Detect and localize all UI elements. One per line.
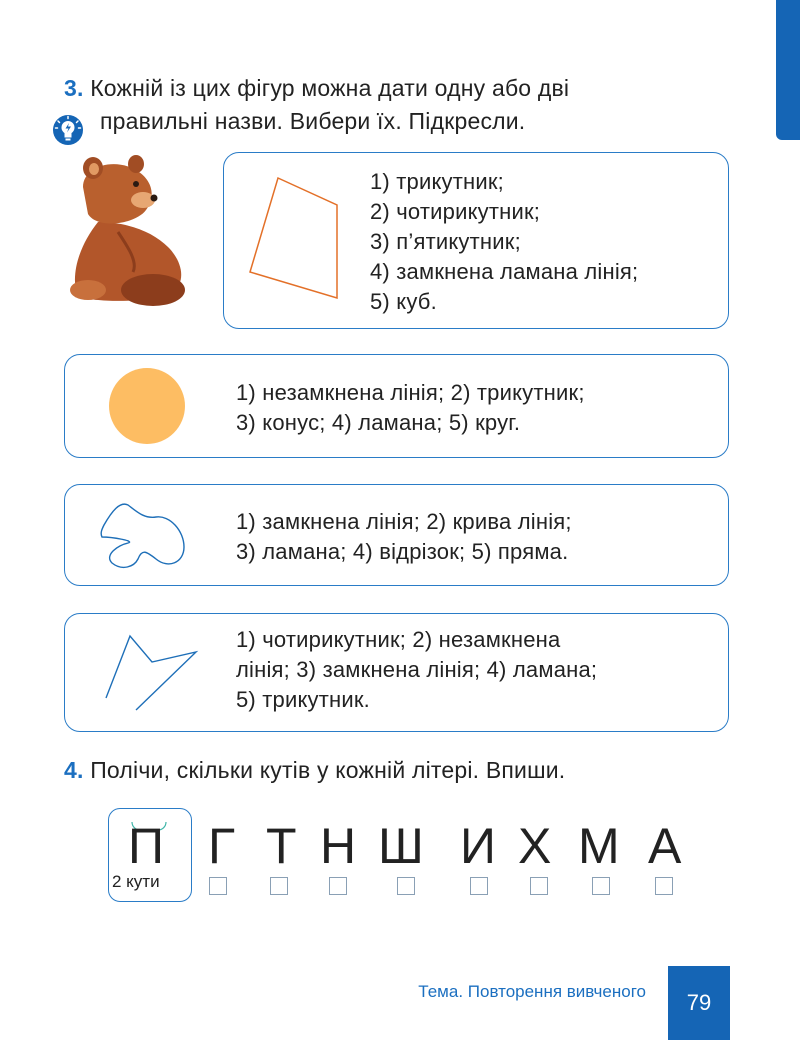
letter-1: Г xyxy=(208,818,236,874)
footer-topic: Тема. Повторення вивченого xyxy=(418,982,646,1001)
box4-line-2: лінія; 3) замкнена лінія; 4) ламана; xyxy=(236,657,598,682)
letter-5: И xyxy=(460,818,496,874)
circle-shape xyxy=(108,367,186,445)
box1-option-3: 3) п’ятикутник; xyxy=(370,229,521,254)
letter-6: Х xyxy=(518,818,552,874)
lightbulb-hint-icon xyxy=(52,114,84,146)
task3-line2: правильні назви. Вибери їх. Підкресли. xyxy=(100,108,526,134)
box4-line-1: 1) чотирикутник; 2) незамкнена xyxy=(236,627,561,652)
box1-option-4: 4) замкнена ламана лінія; xyxy=(370,259,639,284)
letter-2: Т xyxy=(266,818,297,874)
closed-curve-shape xyxy=(98,497,190,571)
task4-number: 4. xyxy=(64,757,84,783)
answer-box-2[interactable] xyxy=(270,877,288,895)
example-answer: 2 кути xyxy=(112,872,160,891)
answer-box-5[interactable] xyxy=(470,877,488,895)
box2-line-1: 1) незамкнена лінія; 2) трикутник; xyxy=(236,380,585,405)
task3-number: 3. xyxy=(64,75,84,101)
box1-option-1: 1) трикутник; xyxy=(370,169,504,194)
box3-line-2: 3) ламана; 4) відрізок; 5) пряма. xyxy=(236,539,569,564)
letter-7: М xyxy=(578,818,620,874)
answer-box-1[interactable] xyxy=(209,877,227,895)
page-number: 79 xyxy=(668,966,730,1040)
box3-options xyxy=(236,507,706,567)
task3-text-line2 xyxy=(100,105,740,138)
box4-options xyxy=(236,625,706,715)
bear-illustration xyxy=(58,152,198,312)
answer-box-3[interactable] xyxy=(329,877,347,895)
polyline-shape xyxy=(100,628,204,716)
answer-box-6[interactable] xyxy=(530,877,548,895)
answer-box-8[interactable] xyxy=(655,877,673,895)
task4-text xyxy=(64,754,744,787)
box2-options xyxy=(236,378,706,438)
box4-line-3: 5) трикутник. xyxy=(236,687,370,712)
answer-box-4[interactable] xyxy=(397,877,415,895)
task4-instruction: Полічи, скільки кутів у кожній літері. Впиши. xyxy=(90,757,566,783)
box1-options xyxy=(370,167,720,317)
box1-option-2: 2) чотирикутник; xyxy=(370,199,541,224)
box1-option-5: 5) куб. xyxy=(370,289,437,314)
task3-text xyxy=(64,72,724,105)
letter-4: Ш xyxy=(378,818,424,874)
edge-color-tab xyxy=(776,0,800,140)
box2-line-2: 3) конус; 4) ламана; 5) круг. xyxy=(236,410,521,435)
quadrilateral-shape xyxy=(240,170,350,305)
example-letter: П xyxy=(128,818,164,874)
answer-box-7[interactable] xyxy=(592,877,610,895)
letter-3: Н xyxy=(320,818,357,874)
task3-line1: Кожній із цих фігур можна дати одну або дві xyxy=(90,75,570,101)
box3-line-1: 1) замкнена лінія; 2) крива лінія; xyxy=(236,509,572,534)
letter-8: А xyxy=(648,818,682,874)
